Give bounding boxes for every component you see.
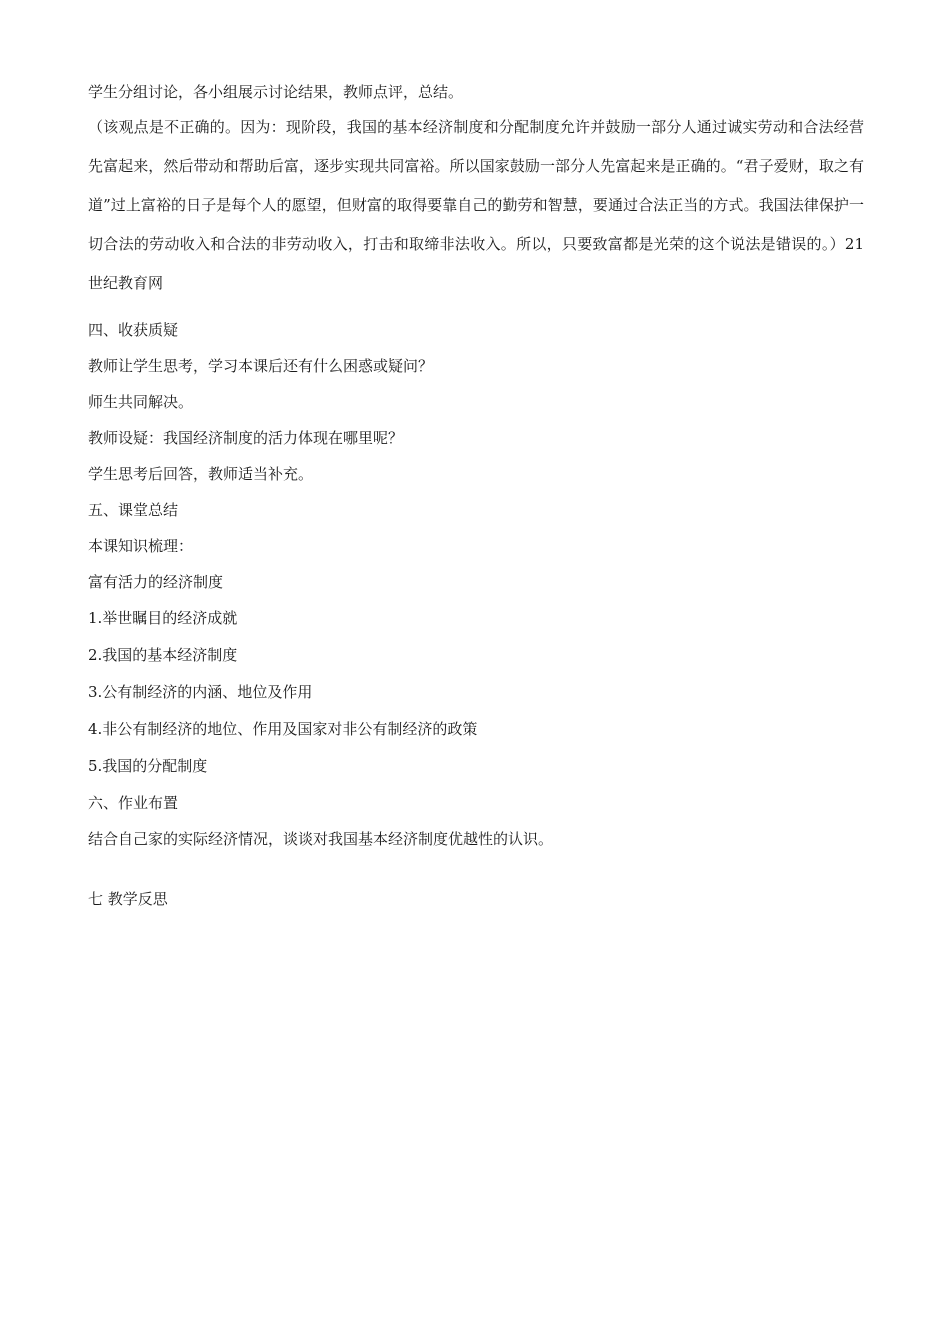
section6-title: 六、作业布置 (88, 794, 179, 812)
answer-paragraph: （该观点是不正确的。因为：现阶段，我国的基本经济制度和分配制度允许并鼓励一部分人通过诚实劳动和合法经营先富起来，然后带动和帮助后富，逐步实现共同富裕。所以国家鼓励一部分人先富起来是正确的。“君子爱财，取之有道”过上富裕的日子是每个人的愿望，但财富的取得要靠自己的勤劳和智慧，要通过合法正当的方式。我国法律保护一切合法的劳动收入和合法的非劳动收入，打击和取缔非法收入。所以，只要致富都是光荣的这个说法是错误的。）21世纪教育网 (88, 118, 864, 292)
section4-line4: 学生思考后回答，教师适当补充。 (88, 465, 314, 483)
summary-item: 4.非公有制经济的地位、作用及国家对非公有制经济的政策 (88, 720, 478, 738)
summary-item: 5.我国的分配制度 (88, 757, 208, 775)
section4-title: 四、收获质疑 (88, 321, 179, 339)
section4-line1: 教师让学生思考，学习本课后还有什么困惑或疑问？ (88, 357, 434, 375)
section5-line2: 富有活力的经济制度 (88, 573, 224, 591)
section7-title: 七 教学反思 (88, 890, 168, 908)
summary-item: 3.公有制经济的内涵、地位及作用 (88, 683, 313, 701)
summary-item: 2.我国的基本经济制度 (88, 646, 238, 664)
section5-line1: 本课知识梳理： (88, 537, 194, 555)
section4-line3: 教师设疑：我国经济制度的活力体现在哪里呢？ (88, 429, 404, 447)
intro-line: 学生分组讨论，各小组展示讨论结果，教师点评，总结。 (88, 83, 464, 101)
section4-line2: 师生共同解决。 (88, 393, 194, 411)
summary-item: 1.举世瞩目的经济成就 (88, 609, 238, 627)
section6-line1: 结合自己家的实际经济情况，谈谈对我国基本经济制度优越性的认识。 (88, 830, 554, 848)
section5-title: 五、课堂总结 (88, 501, 179, 519)
